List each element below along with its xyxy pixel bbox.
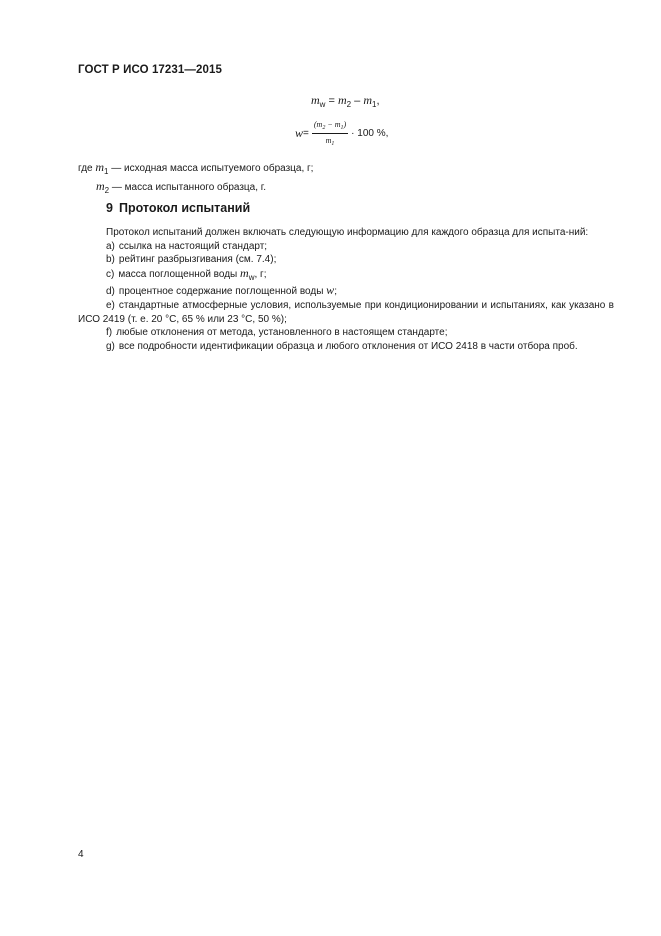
list-item: e) стандартные атмосферные условия, используемые при кондиционировании и испытаниях, как указано в ИСО 2419 (т. е. 20 °С, 65 % или 23 °С, 50 %); (78, 299, 614, 325)
definition-m2: $m_2$ — масса испытанного образца, г. (96, 179, 266, 195)
definition-m1: где $m_1$ — исходная масса испытуемого образца, г; (78, 160, 314, 176)
list-item: g) все подробности идентификации образца и любого отклонения от ИСО 2418 в части отбора проб. (106, 340, 578, 352)
formula-water-percent: w = $\frac{(m_2 - m_1)}{m_1}$ · 100 %, (295, 120, 389, 147)
page-number: 4 (78, 849, 84, 860)
variable-definitions (78, 160, 313, 198)
section-heading: 9 Протокол испытаний (106, 201, 251, 215)
fraction: $\frac{(m_2 - m_1)}{m_1}$ (313, 120, 347, 147)
list-item: a) ссылка на настоящий стандарт; (106, 240, 268, 252)
formula-water-mass: $m_w = m_2 - m_1$, (311, 93, 380, 109)
list-item: b) рейтинг разбрызгивания (см. 7.4); (106, 254, 277, 266)
list-item: d) процентное содержание поглощенной воды w; (106, 283, 337, 298)
document-header: ГОСТ Р ИСО 17231—2015 (78, 64, 223, 76)
list-item: c) масса поглощенной воды $m_w$, г; (106, 265, 267, 282)
section-body (78, 226, 614, 353)
intro-paragraph: Протокол испытаний должен включать следующую информацию для каждого образца для испыта-ний: (106, 227, 589, 238)
list-item: f) любые отклонения от метода, установленного в настоящем стандарте; (106, 327, 448, 339)
